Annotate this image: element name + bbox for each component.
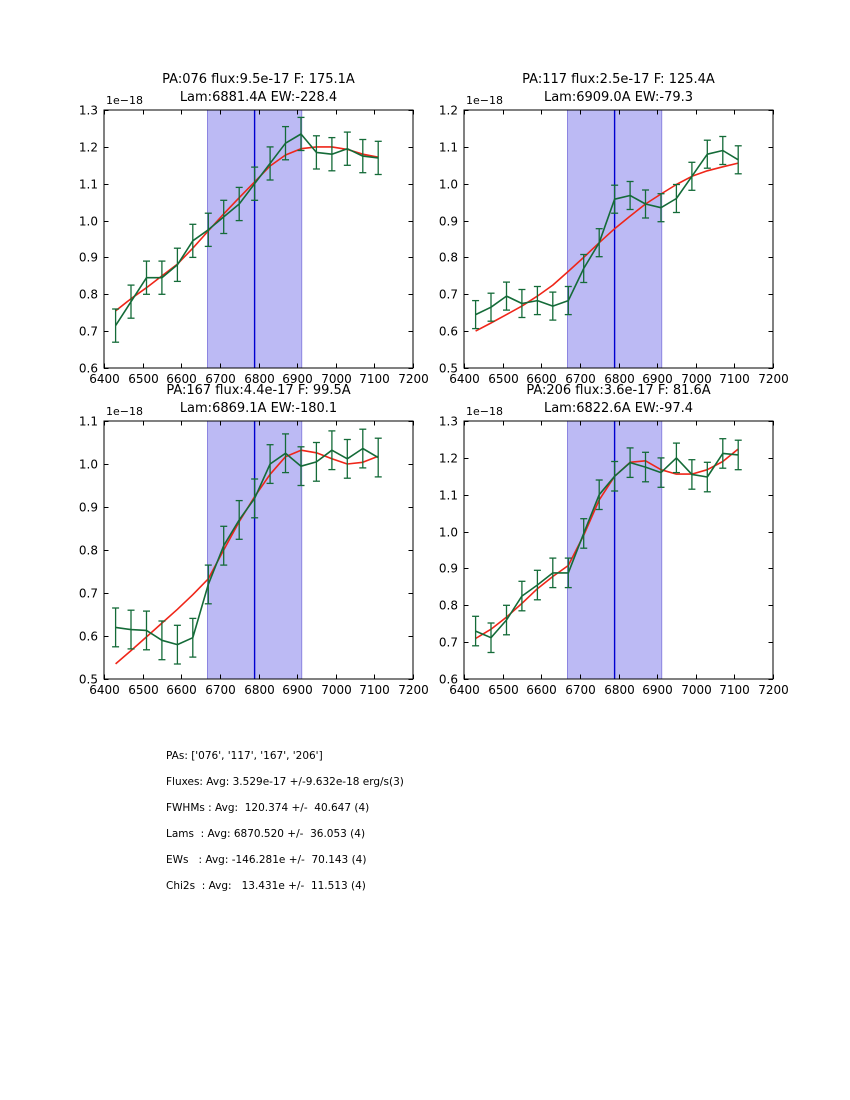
svg-text:6700: 6700 [565, 372, 596, 386]
svg-text:6400: 6400 [89, 372, 120, 386]
svg-text:1.3: 1.3 [78, 103, 98, 118]
subplot-title-line1: PA:076 flux:9.5e-17 F: 175.1A [162, 72, 355, 87]
svg-text:0.9: 0.9 [438, 214, 458, 229]
svg-text:7000: 7000 [321, 372, 352, 386]
svg-text:1.0: 1.0 [78, 457, 98, 472]
summary-chi2s: Chi2s : Avg: 13.431e +/- 11.513 (4) [166, 880, 366, 892]
summary-stats-block [166, 743, 404, 899]
summary-lams: Lams : Avg: 6870.520 +/- 36.053 (4) [166, 828, 366, 840]
svg-text:1.0: 1.0 [438, 525, 458, 540]
svg-text:0.6: 0.6 [438, 324, 458, 339]
subplot-pa206 [419, 376, 799, 711]
spectrum-plot [59, 65, 439, 400]
svg-text:7100: 7100 [719, 683, 750, 697]
subplot-title-line2: Lam:6881.4A EW:-228.4 [179, 90, 338, 105]
y-axis-offset-label: 1e−18 [466, 405, 503, 418]
subplot-pa076 [59, 65, 439, 400]
svg-text:0.7: 0.7 [438, 287, 458, 302]
svg-text:1.2: 1.2 [438, 103, 458, 118]
svg-text:0.9: 0.9 [78, 500, 98, 515]
svg-text:6600: 6600 [526, 372, 557, 386]
svg-text:1.2: 1.2 [438, 451, 458, 466]
svg-text:1.0: 1.0 [438, 177, 458, 192]
svg-text:0.5: 0.5 [78, 672, 98, 687]
svg-text:7200: 7200 [398, 372, 429, 386]
subplot-title-line1: PA:206 flux:3.6e-17 F: 81.6A [526, 383, 711, 398]
svg-text:0.5: 0.5 [438, 361, 458, 376]
svg-text:6900: 6900 [642, 683, 673, 697]
y-axis-offset-label: 1e−18 [466, 94, 503, 107]
svg-text:6800: 6800 [244, 372, 275, 386]
svg-text:6600: 6600 [166, 372, 197, 386]
svg-text:6900: 6900 [642, 372, 673, 386]
subplot-pa167 [59, 376, 439, 711]
svg-text:6700: 6700 [205, 372, 236, 386]
svg-text:6600: 6600 [526, 683, 557, 697]
y-axis-offset-label: 1e−18 [106, 94, 143, 107]
svg-text:7100: 7100 [719, 372, 750, 386]
svg-text:7100: 7100 [359, 683, 390, 697]
svg-text:0.6: 0.6 [438, 672, 458, 687]
svg-text:0.7: 0.7 [78, 324, 98, 339]
svg-text:0.8: 0.8 [438, 250, 458, 265]
subplot-title-line1: PA:167 flux:4.4e-17 F: 99.5A [166, 383, 351, 398]
subplot-title-line1: PA:117 flux:2.5e-17 F: 125.4A [522, 72, 715, 87]
svg-text:0.9: 0.9 [438, 561, 458, 576]
svg-text:6500: 6500 [128, 372, 159, 386]
svg-text:6900: 6900 [282, 683, 313, 697]
summary-fwhms: FWHMs : Avg: 120.374 +/- 40.647 (4) [166, 802, 370, 814]
svg-text:6800: 6800 [604, 683, 635, 697]
svg-text:6500: 6500 [128, 683, 159, 697]
summary-pas: PAs: ['076', '117', '167', '206'] [166, 750, 323, 762]
summary-ews: EWs : Avg: -146.281e +/- 70.143 (4) [166, 854, 367, 866]
svg-text:7000: 7000 [321, 683, 352, 697]
svg-text:6500: 6500 [488, 683, 519, 697]
svg-text:7200: 7200 [758, 683, 789, 697]
svg-text:7000: 7000 [681, 372, 712, 386]
subplot-pa117 [419, 65, 799, 400]
spectrum-plot [419, 65, 799, 400]
svg-text:0.8: 0.8 [78, 287, 98, 302]
svg-text:1.1: 1.1 [78, 414, 98, 429]
svg-text:0.6: 0.6 [78, 361, 98, 376]
svg-text:6400: 6400 [449, 683, 480, 697]
subplot-title-line2: Lam:6869.1A EW:-180.1 [179, 401, 338, 416]
svg-text:1.0: 1.0 [78, 214, 98, 229]
svg-text:6600: 6600 [166, 683, 197, 697]
svg-text:6800: 6800 [604, 372, 635, 386]
svg-text:1.1: 1.1 [78, 177, 98, 192]
svg-text:6700: 6700 [565, 683, 596, 697]
svg-text:1.1: 1.1 [438, 488, 458, 503]
svg-text:0.7: 0.7 [438, 635, 458, 650]
svg-text:6700: 6700 [205, 683, 236, 697]
svg-text:6800: 6800 [244, 683, 275, 697]
svg-text:7000: 7000 [681, 683, 712, 697]
svg-text:7100: 7100 [359, 372, 390, 386]
svg-text:6900: 6900 [282, 372, 313, 386]
subplot-title-line2: Lam:6822.6A EW:-97.4 [543, 401, 694, 416]
y-axis-offset-label: 1e−18 [106, 405, 143, 418]
svg-text:6400: 6400 [89, 683, 120, 697]
svg-text:6400: 6400 [449, 372, 480, 386]
svg-text:6500: 6500 [488, 372, 519, 386]
svg-text:0.7: 0.7 [78, 586, 98, 601]
spectrum-plot [419, 376, 799, 711]
svg-text:0.8: 0.8 [78, 543, 98, 558]
spectrum-plot [59, 376, 439, 711]
svg-text:1.1: 1.1 [438, 140, 458, 155]
svg-text:1.3: 1.3 [438, 414, 458, 429]
summary-fluxes: Fluxes: Avg: 3.529e-17 +/-9.632e-18 erg/s(3) [166, 776, 404, 788]
svg-text:0.9: 0.9 [78, 250, 98, 265]
svg-text:7200: 7200 [398, 683, 429, 697]
svg-text:1.2: 1.2 [78, 140, 98, 155]
svg-text:0.6: 0.6 [78, 629, 98, 644]
subplot-title-line2: Lam:6909.0A EW:-79.3 [543, 90, 694, 105]
svg-text:0.8: 0.8 [438, 598, 458, 613]
svg-text:7200: 7200 [758, 372, 789, 386]
